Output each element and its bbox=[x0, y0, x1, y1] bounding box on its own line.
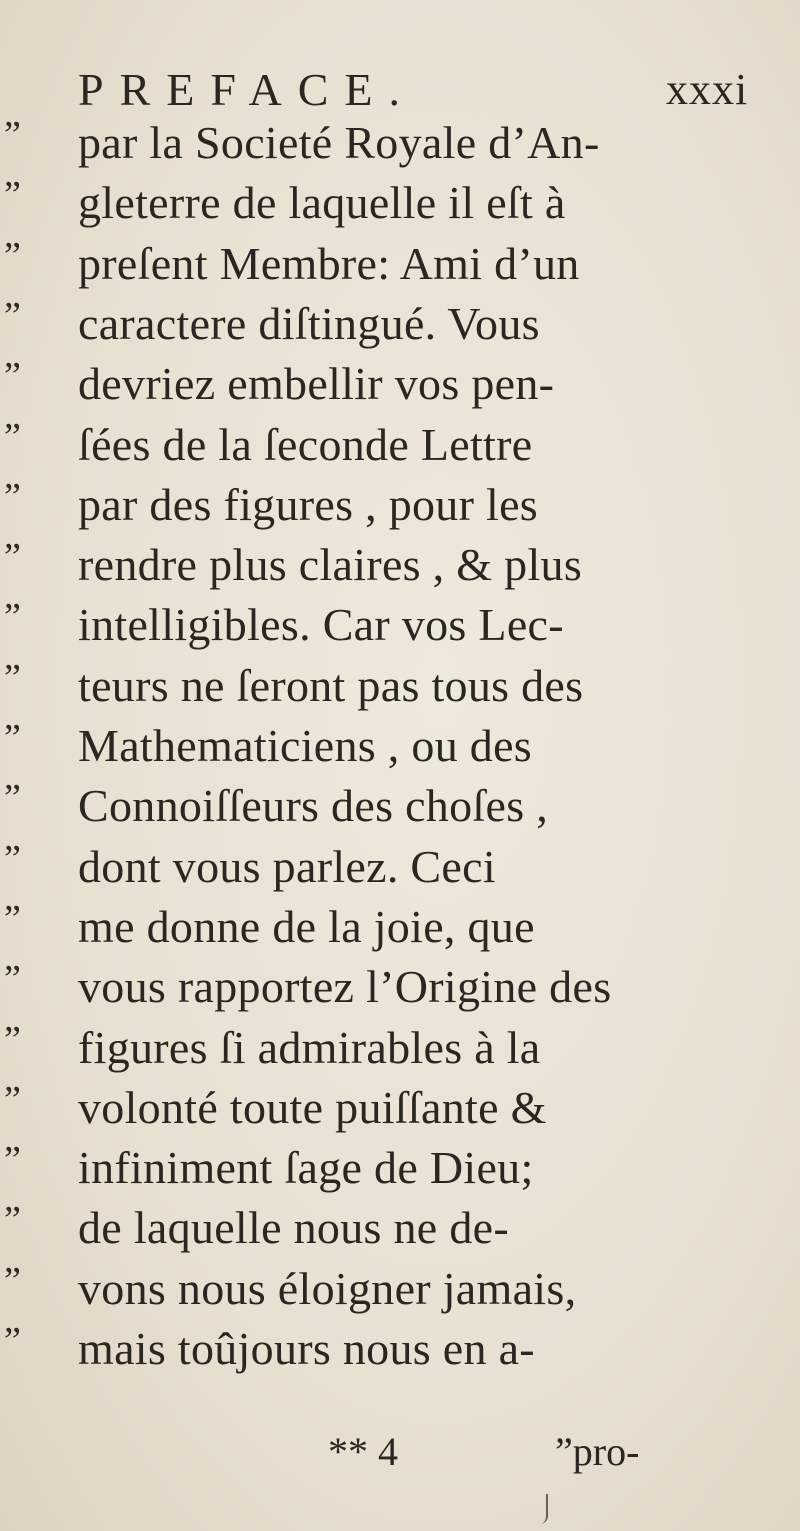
quote-mark: ” bbox=[4, 958, 21, 1001]
catchword: ”pro- bbox=[555, 1429, 640, 1474]
quote-mark: ” bbox=[4, 1259, 21, 1302]
signature-mark: ** 4 bbox=[328, 1429, 398, 1474]
running-header bbox=[78, 64, 778, 116]
page-number: xxxi bbox=[666, 65, 749, 114]
text-line: gleterre de laquelle il eſt à bbox=[78, 177, 566, 229]
text-line: Mathematiciens , ou des bbox=[78, 720, 533, 771]
text-line: infiniment ſage de Dieu; bbox=[78, 1142, 534, 1194]
quote-mark: ” bbox=[4, 1139, 21, 1182]
quote-mark: ” bbox=[4, 114, 21, 156]
quote-mark: ” bbox=[4, 837, 21, 880]
quote-mark: ” bbox=[4, 475, 21, 518]
text-line: intelligibles. Car vos Lec- bbox=[78, 599, 564, 651]
text-line: dont vous parlez. Ceci bbox=[78, 840, 496, 892]
quote-mark: ” bbox=[4, 1199, 21, 1242]
quote-mark: ” bbox=[4, 294, 21, 337]
quote-mark: ” bbox=[4, 415, 21, 458]
text-line: mais toûjours nous en a- bbox=[78, 1323, 535, 1374]
quote-mark: ” bbox=[4, 717, 21, 759]
quote-mark: ” bbox=[4, 234, 21, 277]
text-line: par la Societé Royale d’An- bbox=[78, 117, 600, 168]
text-line: preſent Membre: Ami d’un bbox=[78, 237, 580, 289]
text-line: par des figures , pour les bbox=[78, 478, 539, 530]
quote-mark: ” bbox=[4, 1018, 21, 1061]
paper-mark bbox=[536, 1494, 548, 1524]
text-line: volonté toute puiſſante & bbox=[78, 1081, 547, 1133]
page-footer bbox=[0, 1428, 800, 1476]
text-line: vons nous éloigner jamais, bbox=[78, 1262, 577, 1314]
quote-mark: ” bbox=[4, 897, 21, 940]
quote-mark: ” bbox=[4, 174, 21, 217]
text-line: figures ſi admirables à la bbox=[78, 1021, 541, 1073]
text-line: vous rapportez l’Origine des bbox=[78, 961, 612, 1013]
text-line: devriez embellir vos pen- bbox=[78, 358, 555, 410]
quote-mark: ” bbox=[4, 656, 21, 699]
text-line: ſées de la ſeconde Lettre bbox=[78, 418, 533, 470]
quote-mark: ” bbox=[4, 777, 21, 820]
text-line: caractere diſtingué. Vous bbox=[78, 297, 540, 349]
page-title: PREFACE. bbox=[78, 64, 417, 115]
quote-mark: ” bbox=[4, 536, 21, 579]
quote-mark: ” bbox=[4, 1320, 21, 1362]
text-line: Connoiſſeurs des choſes , bbox=[78, 780, 548, 832]
text-line: de laquelle nous ne de- bbox=[78, 1202, 509, 1254]
text-line: teurs ne ſeront pas tous des bbox=[78, 659, 584, 711]
text-line: me donne de la joie, que bbox=[78, 900, 535, 952]
quote-mark: ” bbox=[4, 596, 21, 639]
text-line: rendre plus claires , & plus bbox=[78, 539, 583, 591]
quote-mark: ” bbox=[4, 355, 21, 398]
quote-mark: ” bbox=[4, 1078, 21, 1121]
